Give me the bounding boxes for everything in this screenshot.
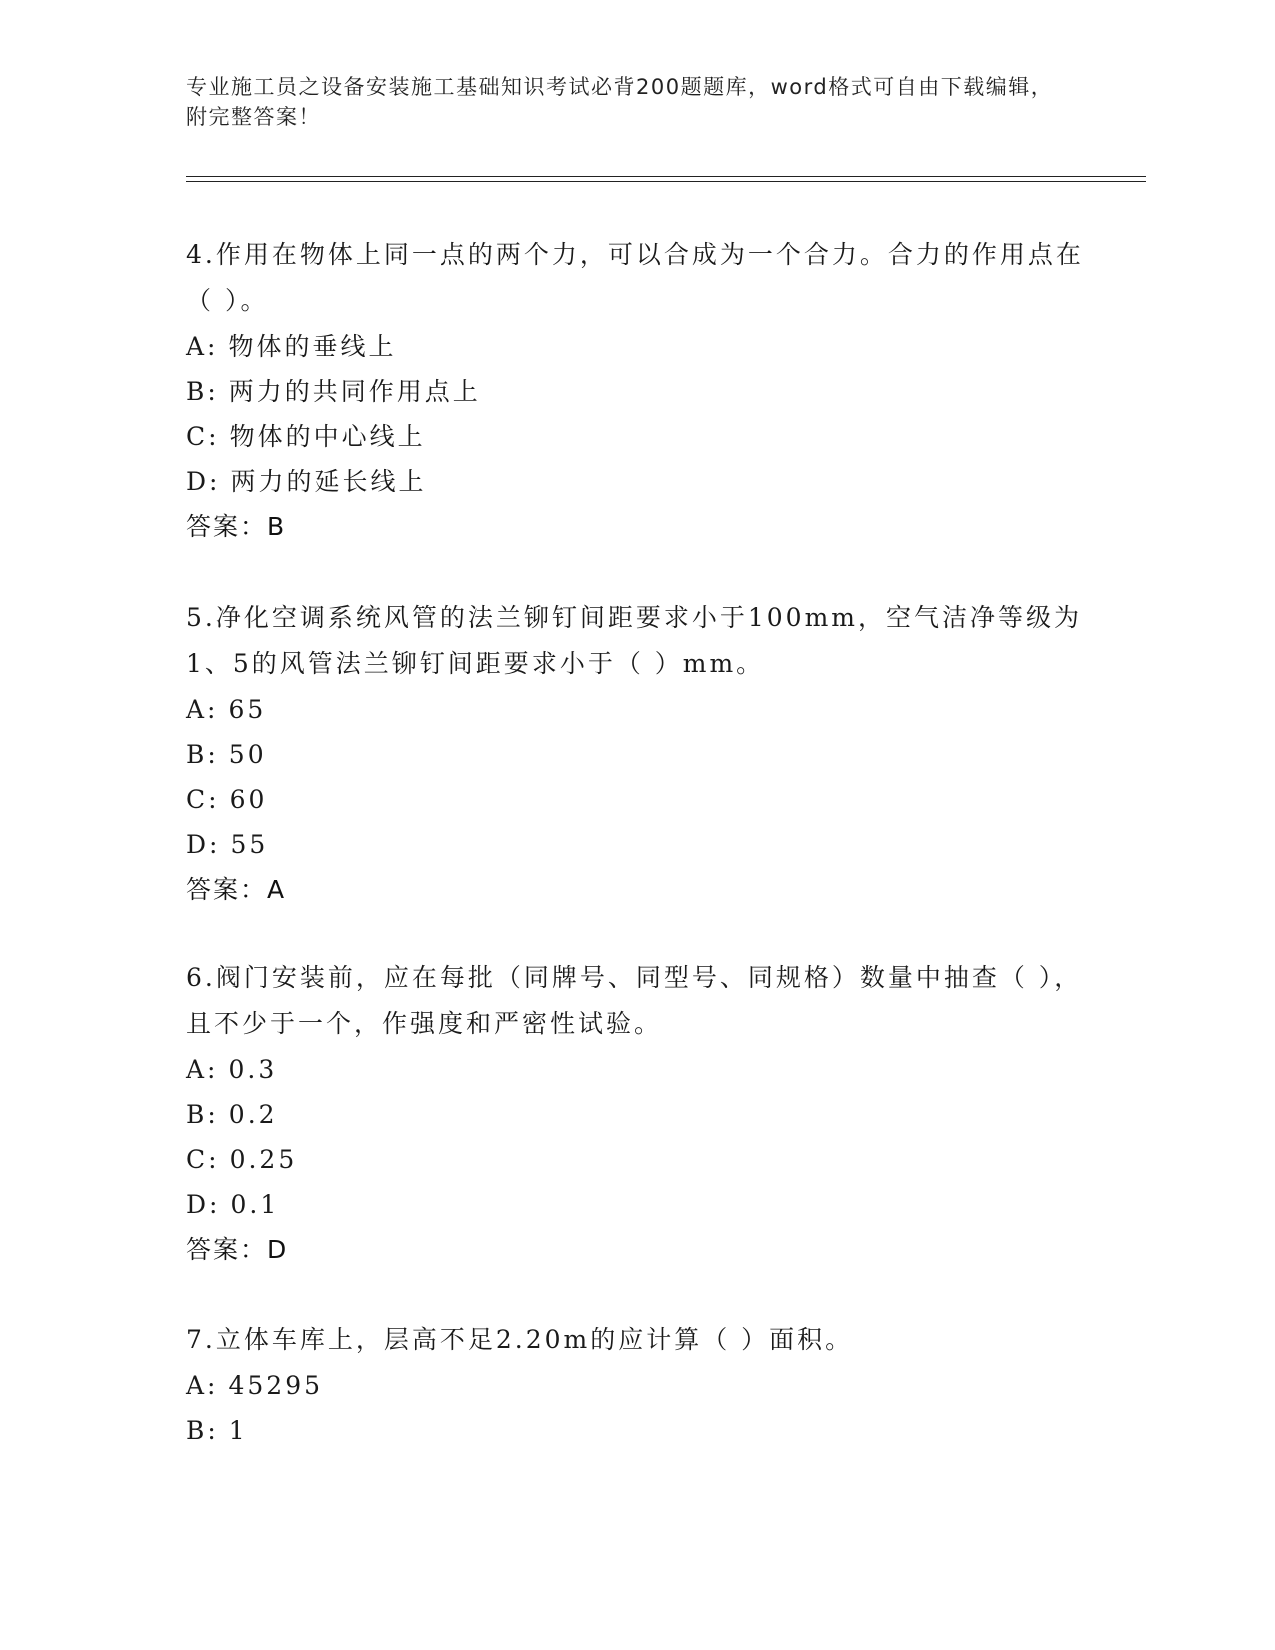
option-key: B: (186, 740, 219, 769)
option-key: A: (186, 332, 219, 361)
option-key: C: (186, 785, 220, 814)
option-text: 0.3 (228, 1055, 278, 1084)
option-a (186, 1363, 1086, 1408)
option-key: C: (186, 1145, 220, 1174)
option-d (186, 1182, 1086, 1227)
question-stem: 4.作用在物体上同一点的两个力，可以合成为一个合力。合力的作用点在（ ）。 (186, 240, 1084, 315)
option-text: 0.2 (228, 1100, 278, 1129)
option-text: 0.1 (230, 1190, 280, 1219)
option-text: 50 (228, 740, 267, 769)
option-text: 两力的延长线上 (230, 467, 427, 496)
question-5 (186, 595, 1086, 913)
answer-line: 答案：B (186, 512, 287, 541)
option-key: D: (186, 1190, 221, 1219)
document-title: 专业施工员之设备安装施工基础知识考试必背200题题库，word格式可自由下载编辑，附完整答案！ (186, 75, 1054, 129)
option-key: A: (186, 695, 219, 724)
option-a (186, 1047, 1086, 1092)
option-a (186, 324, 1086, 369)
option-c (186, 777, 1086, 822)
question-stem: 6.阀门安装前，应在每批（同牌号、同型号、同规格）数量中抽查（ ），且不少于一个，作强度和严密性试验。 (186, 963, 1083, 1038)
answer-line: 答案：D (186, 1235, 289, 1264)
option-key: B: (186, 377, 219, 406)
option-text: 1 (228, 1416, 248, 1445)
option-text: 60 (229, 785, 268, 814)
question-stem: 7.立体车库上，层高不足2.20m的应计算（ ）面积。 (186, 1325, 854, 1354)
question-7 (186, 1317, 1086, 1453)
option-text: 65 (228, 695, 267, 724)
header-divider-bottom (186, 181, 1146, 182)
option-text: 0.25 (229, 1145, 298, 1174)
question-stem: 5.净化空调系统风管的法兰铆钉间距要求小于100mm，空气洁净等级为1、5的风管法兰铆钉间距要求小于（ ）mm。 (186, 603, 1082, 678)
option-key: C: (186, 422, 220, 451)
option-text: 45295 (228, 1371, 324, 1400)
option-key: B: (186, 1416, 219, 1445)
option-key: D: (186, 467, 221, 496)
option-d (186, 459, 1086, 504)
option-text: 两力的共同作用点上 (228, 377, 481, 406)
option-d (186, 822, 1086, 867)
option-text: 55 (230, 830, 269, 859)
option-key: A: (186, 1055, 219, 1084)
option-c (186, 414, 1086, 459)
option-b (186, 732, 1086, 777)
option-b (186, 1408, 1086, 1453)
question-4 (186, 232, 1086, 550)
header-divider-top (186, 176, 1146, 177)
option-b (186, 369, 1086, 414)
option-text: 物体的垂线上 (228, 332, 397, 361)
option-c (186, 1137, 1086, 1182)
option-b (186, 1092, 1086, 1137)
option-a (186, 687, 1086, 732)
option-key: A: (186, 1371, 219, 1400)
option-key: D: (186, 830, 221, 859)
answer-line: 答案：A (186, 875, 287, 904)
question-6 (186, 955, 1086, 1273)
option-text: 物体的中心线上 (229, 422, 426, 451)
option-key: B: (186, 1100, 219, 1129)
